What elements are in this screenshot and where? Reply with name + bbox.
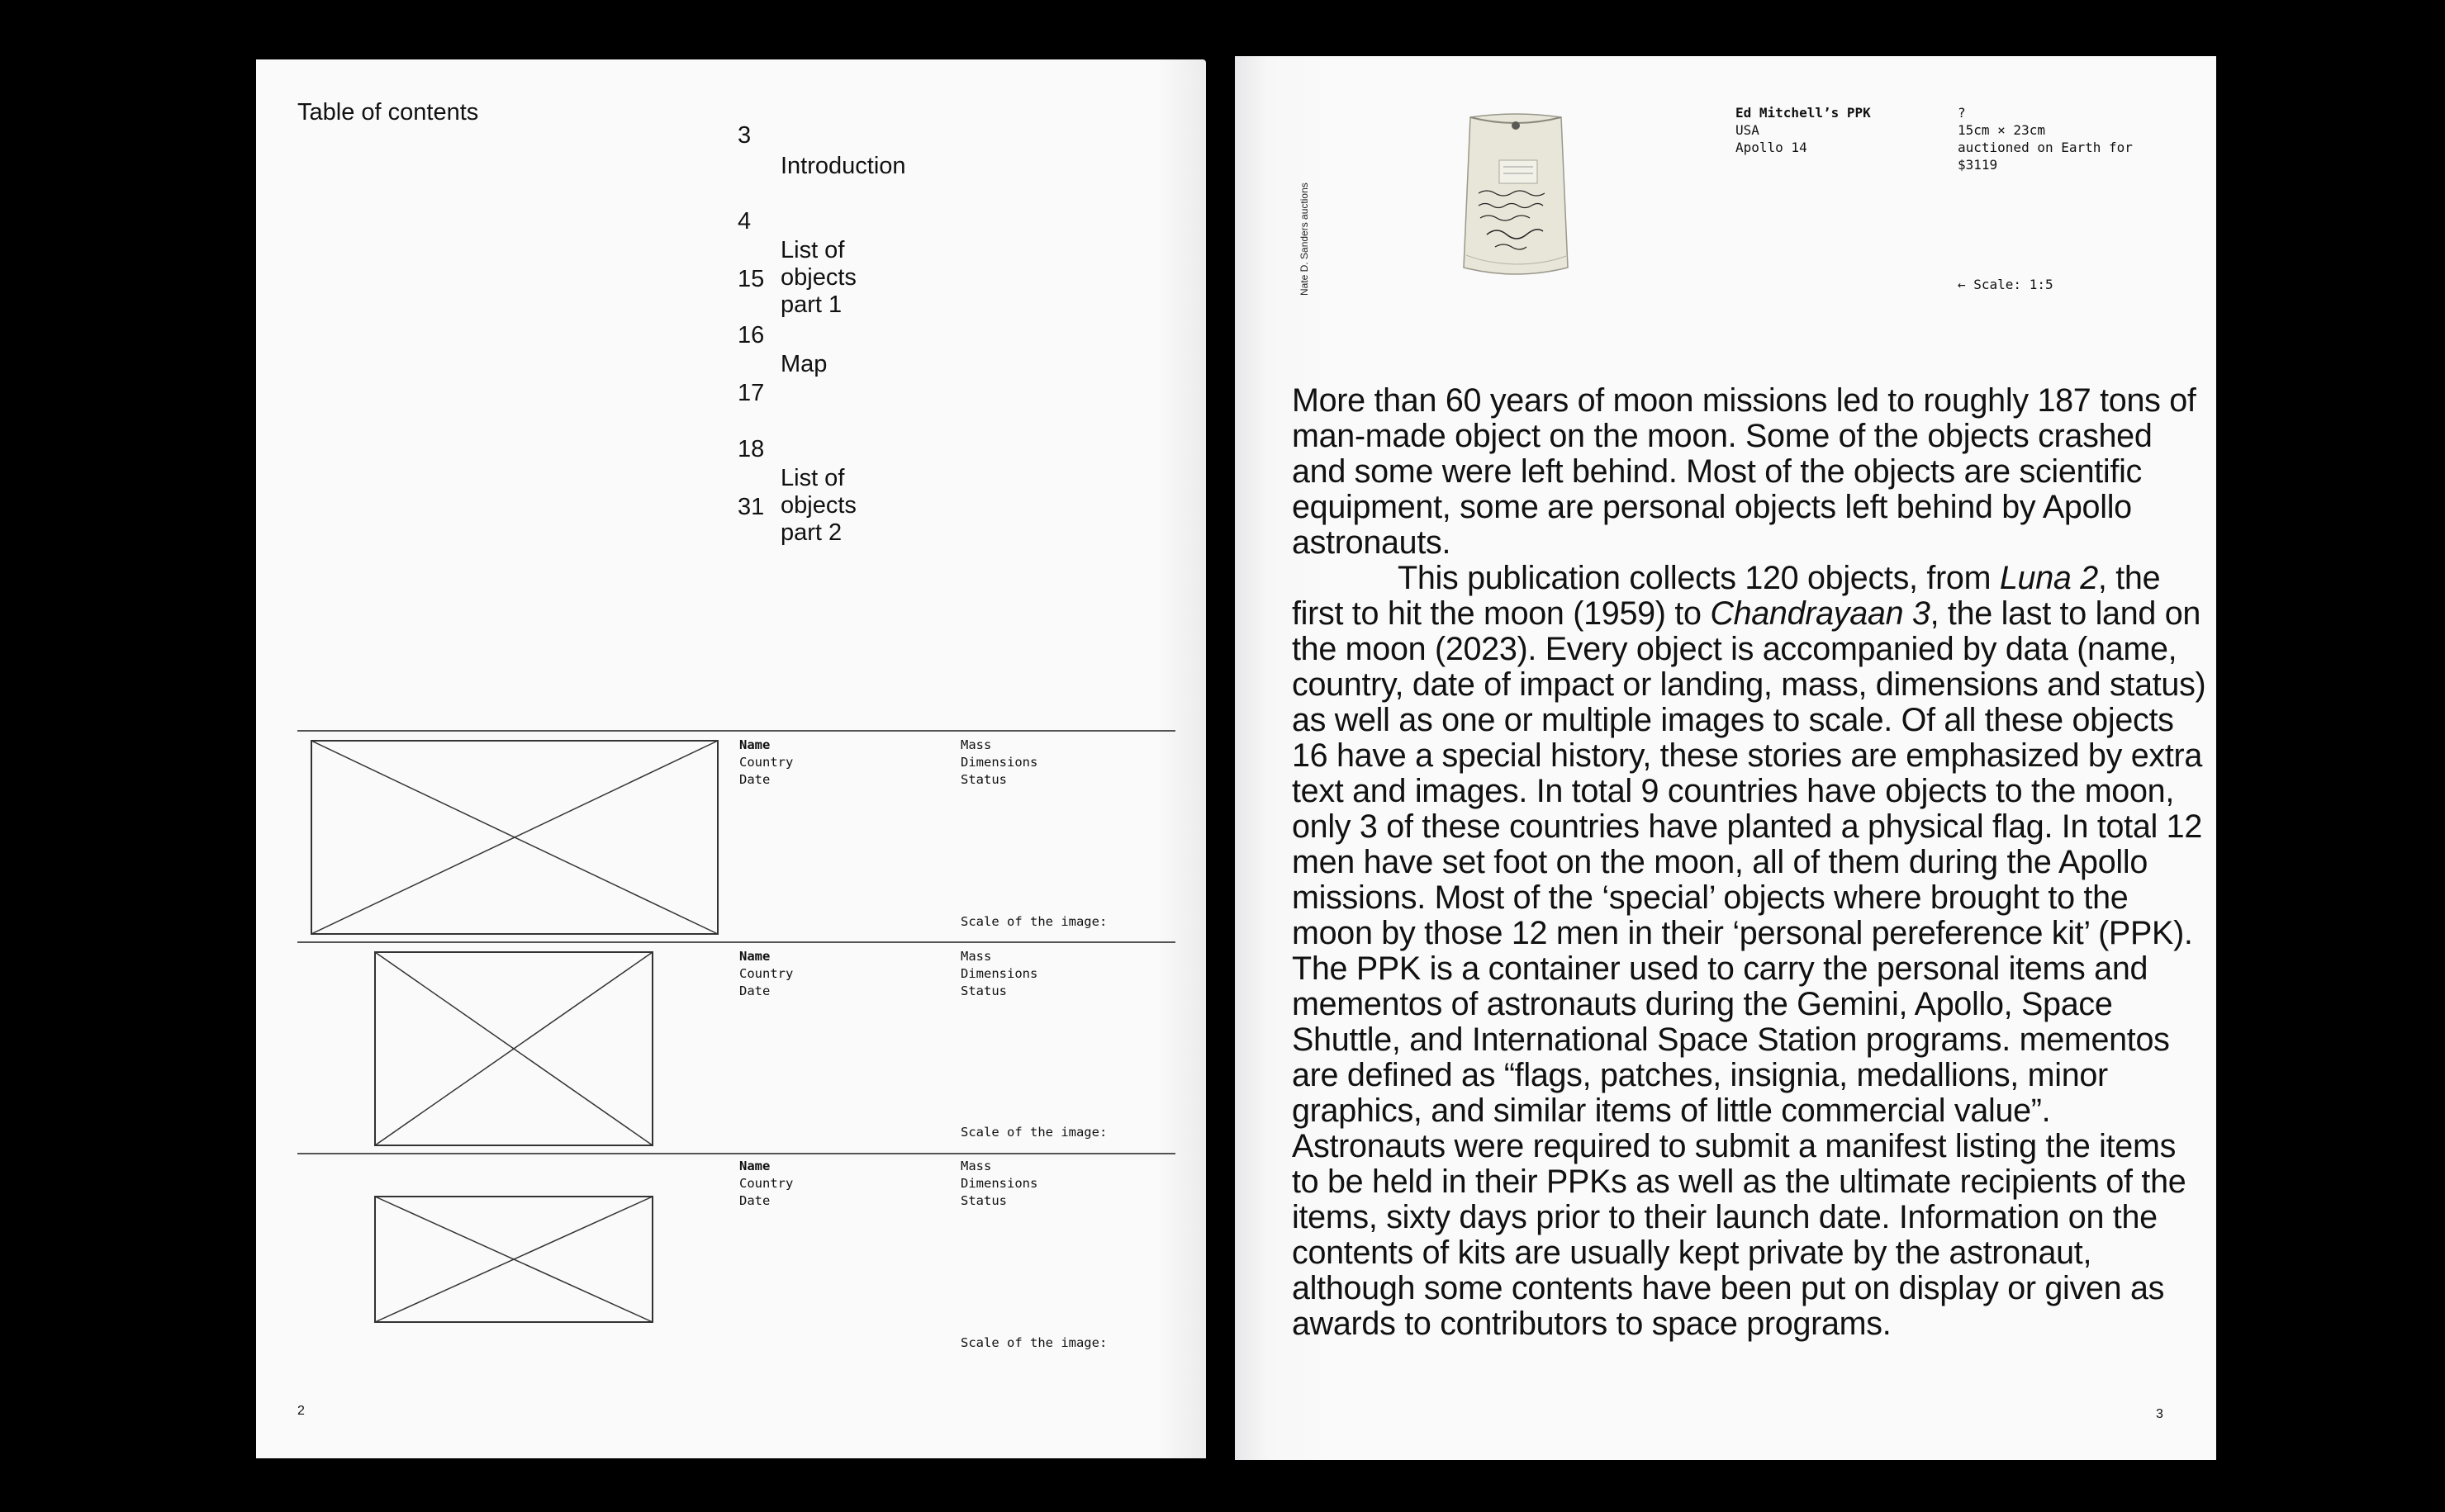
chandrayaan-3-title: Chandrayaan 3 [1710,595,1930,632]
image-placeholder [374,951,653,1146]
object-scale: ← Scale: 1:5 [1958,277,2053,292]
object-mission: Apollo 14 [1735,140,1807,155]
field-country: Country [739,1176,794,1191]
field-scale: Scale of the image: [961,914,1108,929]
object-template-2 [297,941,1175,1153]
toc-page-end: 31 [738,494,765,520]
right-page [1235,56,2216,1460]
toc-page-end: 15 [738,266,765,292]
object-country: USA [1735,122,1759,138]
field-date: Date [739,1193,771,1208]
field-dimensions: Dimensions [961,966,1038,981]
intro-paragraph-1: More than 60 years of moon missions led to roughly 187 tons of man-made object on the moon. Some of the objects crashed and some were left behind. Most of the objects are scientific equipment, some are personal objects left behind by Apollo astronauts. [1292,382,2196,561]
field-date: Date [739,984,771,998]
ppk-bag-image [1454,111,1578,284]
page-number-right: 3 [2156,1407,2163,1421]
field-name: Name [739,1159,771,1173]
luna-2-title: Luna 2 [1999,560,2098,596]
introduction-text [1292,383,2209,1342]
field-dimensions: Dimensions [961,1176,1038,1191]
toc-label: Map [781,351,828,377]
object-template-1 [297,730,1175,941]
toc-page-start: 16 [738,322,765,348]
object-dimensions: 15cm × 23cm [1958,122,2045,138]
toc-label: List of objects part 2 [781,465,857,546]
object-status-price: $3119 [1958,157,1998,173]
photo-credit: Nate D. Sanders auctions [1298,182,1310,296]
intro-paragraph-2: This publication collects 120 objects, from Luna 2, the first to hit the moon (1959) to Chandrayaan 3, the last to land on the moon (2023). Every object is accompanied by data (name, country, date of impact or landing, mass, dimensions and status) as well as one or multiple images to scale. Of all these objects 16 have a special history, these stories are emphasized by extra text and images. In total 9 countries have objects to the moon, only 3 of these countries have planted a physical flag. In total 12 men have set foot on the moon, all of them during the Apollo missions. Most of the ‘special’ objects where brought to the moon by those 12 men in their ‘personal pereference kit’ (PPK). The PPK is a container used to carry the personal items and mementos of astronauts during the Gemini, Apollo, Space Shuttle, and International Space Station programs. mementos are defined as “flags, patches, insignia, medallions, minor graphics, and similar items of little commercial value”. Astronauts were required to submit a manifest listing the items to be held in their PPKs as well as the ultimate recipients of the items, sixty days prior to their launch date. Information on the contents of kits are usually kept private by the astronaut, although some contents have been put on display or given as awards to contributors to space programs. [1292,560,2206,1342]
object-name: Ed Mitchell’s PPK [1735,105,1871,121]
toc-title: Table of contents [297,99,479,126]
field-country: Country [739,755,794,770]
field-country: Country [739,966,794,981]
toc-page-start: 4 [738,208,752,235]
field-scale: Scale of the image: [961,1335,1108,1350]
field-date: Date [739,772,771,787]
toc-label: List of objects part 1 [781,237,857,318]
toc-page-end: 17 [738,380,765,406]
field-status: Status [961,772,1007,787]
field-status: Status [961,984,1007,998]
object-status: auctioned on Earth for [1958,140,2133,155]
toc-page-start: 18 [738,436,765,462]
page-number-left: 2 [297,1404,305,1418]
field-name: Name [739,737,771,752]
field-mass: Mass [961,949,992,964]
field-mass: Mass [961,1159,992,1173]
field-scale: Scale of the image: [961,1125,1108,1140]
object-mass: ? [1958,105,1966,121]
toc-page-start: 3 [738,122,752,149]
field-mass: Mass [961,737,992,752]
image-placeholder [374,1196,653,1323]
field-name: Name [739,949,771,964]
left-page [256,59,1206,1458]
image-placeholder [311,740,719,935]
object-template-3 [297,1153,1175,1364]
field-dimensions: Dimensions [961,755,1038,770]
field-status: Status [961,1193,1007,1208]
toc-label: Introduction [781,153,906,179]
